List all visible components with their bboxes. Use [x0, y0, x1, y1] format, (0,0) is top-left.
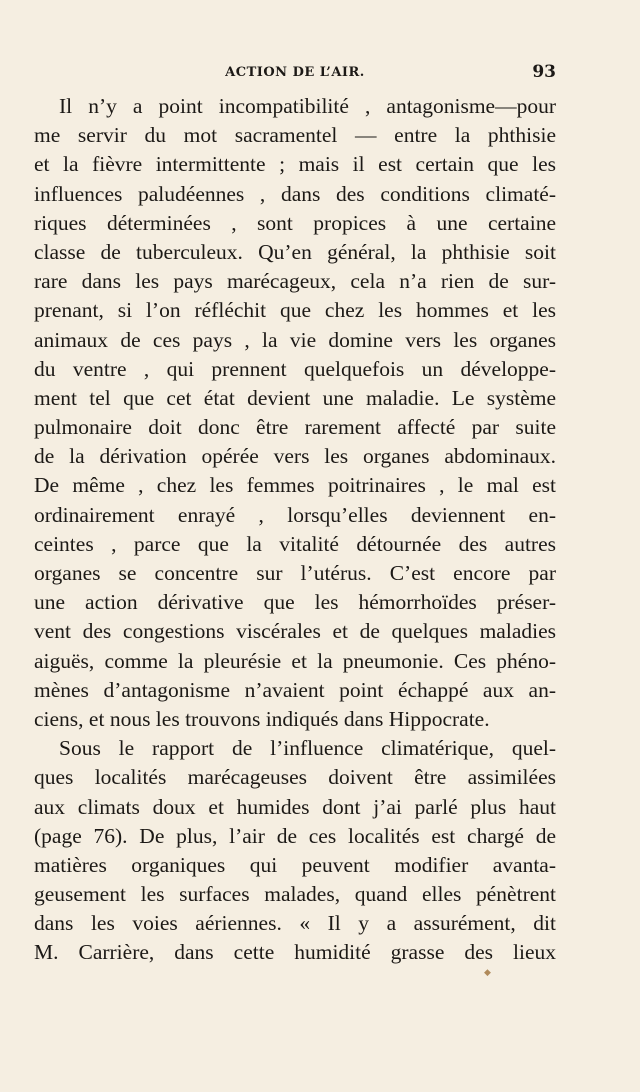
- text-line: geusement les surfaces malades, quand elles pénètrent: [34, 882, 556, 907]
- page-header: [34, 62, 556, 84]
- page-number: 93: [532, 62, 556, 82]
- text-line: dans les voies aériennes. « Il y a assurément, dit: [34, 911, 556, 936]
- text-line: animaux de ces pays , la vie domine vers les organes: [34, 327, 556, 352]
- text-line: prenant, si l’on réfléchit que chez les hommes et les: [34, 298, 556, 323]
- ink-mark-ornament: ◆: [484, 968, 491, 978]
- running-head: ACTION DE L’AIR.: [225, 65, 365, 80]
- text-line: ciens, et nous les trouvons indiqués dans Hippocrate.: [34, 706, 490, 731]
- text-line: De même , chez les femmes poitrinaires , le mal est: [34, 473, 556, 498]
- text-line: aiguës, comme la pleurésie et la pneumonie. Ces phéno-: [34, 648, 556, 673]
- text-line: classe de tuberculeux. Qu’en général, la phthisie soit: [34, 239, 556, 264]
- text-line: riques déterminées , sont propices à une certaine: [34, 210, 556, 235]
- text-line: une action dérivative que les hémorrhoïdes préser-: [34, 590, 556, 615]
- text-line: ordinairement enrayé , lorsqu’elles deviennent en-: [34, 502, 556, 527]
- text-line: aux climats doux et humides dont j’ai parlé plus haut: [34, 794, 556, 819]
- text-line: (page 76). De plus, l’air de ces localités est chargé de: [34, 823, 556, 848]
- text-line: M. Carrière, dans cette humidité grasse des lieux: [34, 940, 556, 965]
- text-line: ceintes , parce que la vitalité détournée des autres: [34, 531, 556, 556]
- text-line: ment tel que cet état devient une maladie. Le système: [34, 385, 556, 410]
- body-text: [34, 92, 556, 968]
- text-line: organes se concentre sur l’utérus. C’est encore par: [34, 561, 556, 585]
- text-line: de la dérivation opérée vers les organes abdominaux.: [34, 444, 556, 469]
- text-line: du ventre , qui prennent quelquefois un développe-: [34, 356, 556, 381]
- text-line: vent des congestions viscérales et de quelques maladies: [34, 619, 556, 644]
- text-line: rare dans les pays marécageux, cela n’a rien de sur-: [34, 269, 556, 294]
- text-line: et la fièvre intermittente ; mais il est certain que les: [34, 152, 556, 177]
- text-line: mènes d’antagonisme n’avaient point échappé aux an-: [34, 677, 556, 702]
- text-line: me servir du mot sacramentel — entre la phthisie: [34, 123, 556, 148]
- text-line: Il n’y a point incompatibilité , antagonisme—pour: [59, 94, 556, 118]
- text-line: pulmonaire doit donc être rarement affecté par suite: [34, 415, 556, 440]
- text-line: Sous le rapport de l’influence climatérique, quel-: [59, 736, 556, 761]
- text-line: matières organiques qui peuvent modifier avanta-: [34, 852, 556, 877]
- text-line: ques localités marécageuses doivent être assimilées: [34, 765, 556, 790]
- text-line: influences paludéennes , dans des conditions climaté-: [34, 181, 556, 206]
